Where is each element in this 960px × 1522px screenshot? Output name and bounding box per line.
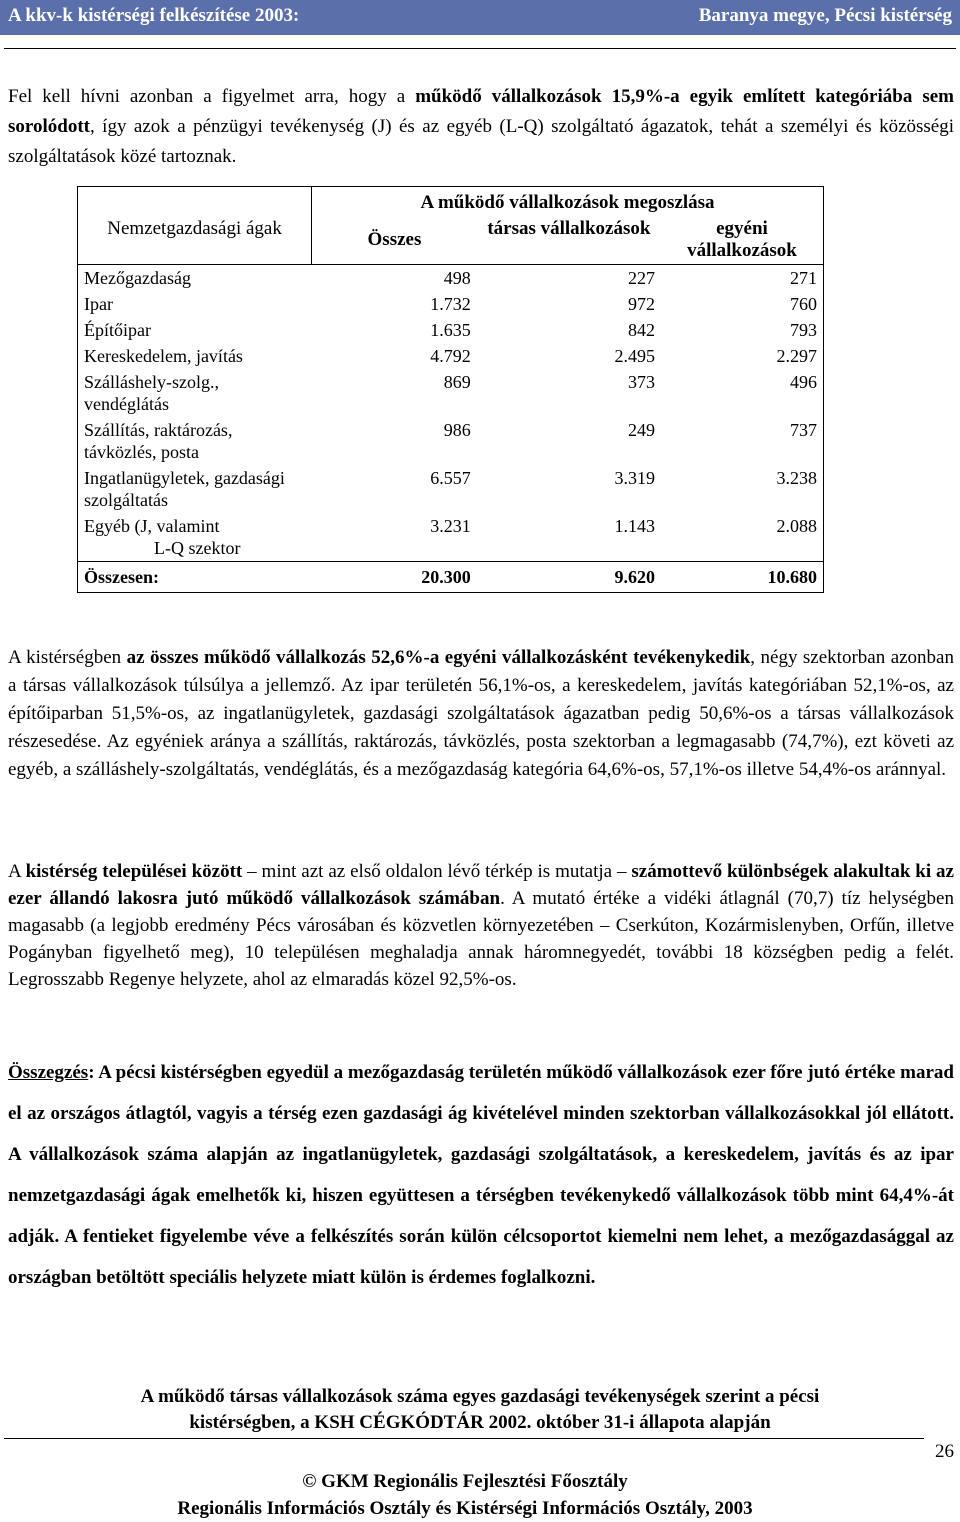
row-total: 869 <box>443 372 471 392</box>
table-header-group-label: A működő vállalkozások megoszlása <box>420 192 715 213</box>
distribution-table <box>77 186 824 593</box>
para2-bold-1: az összes működő vállalkozás 52,6%-a egyéni vállalkozásként tevékenykedik <box>126 647 751 668</box>
row-egyeni: 496 <box>661 369 824 417</box>
row-egyeni: 737 <box>661 417 824 465</box>
row-label: Mezőgazdaság <box>78 265 312 292</box>
table-row <box>78 369 824 417</box>
row-total: 4.792 <box>430 346 471 366</box>
para3-bold-2: számottevő különbségek alakultak ki az ezer állandó lakosra jutó működő vállalkozások számában <box>8 861 954 909</box>
table-header-tarsas <box>477 216 661 265</box>
table-header-tarsas-label: társas vállalkozások <box>487 218 651 239</box>
row-total: 3.231 <box>430 516 471 536</box>
total-label: Összesen: <box>78 562 312 593</box>
row-total: 1.732 <box>430 294 471 314</box>
footer-line-1: © GKM Regionális Fejlesztési Főosztály <box>302 1471 628 1492</box>
row-egyeni: 3.238 <box>661 465 824 513</box>
table-row <box>78 291 824 317</box>
row-tarsas: 972 <box>627 294 655 314</box>
row-label: Kereskedelem, javítás <box>78 343 312 369</box>
footer-line-2: Regionális Információs Osztály és Kistérségi Információs Osztály, 2003 <box>177 1498 753 1519</box>
row-label <box>78 513 312 562</box>
row-label: Ingatlanügyletek, gazdasági szolgáltatás <box>78 465 312 513</box>
row-total: 1.635 <box>430 320 471 340</box>
row-tarsas: 2.495 <box>614 346 655 366</box>
table-total-row <box>78 562 824 593</box>
table-header-egyeni-label: egyéni vállalkozások <box>687 218 797 261</box>
table-row <box>78 465 824 513</box>
row-label-line1: Egyéb (J, valamint <box>84 516 220 536</box>
row-label: Szállítás, raktározás, távközlés, posta <box>78 417 312 465</box>
table-row <box>78 417 824 465</box>
table-header-group <box>312 187 824 217</box>
header-divider <box>4 48 956 49</box>
row-egyeni: 2.297 <box>661 343 824 369</box>
row-total: 6.557 <box>430 468 471 488</box>
intro-paragraph <box>8 82 954 172</box>
row-total: 986 <box>443 420 471 440</box>
para2-text-1: A kistérségben <box>8 647 127 668</box>
page-header <box>0 0 960 35</box>
table-header-egyeni <box>661 216 824 265</box>
summary-text: A pécsi kistérségben egyedül a mezőgazdaság területén működő vállalkozások ezer főre jutó értéke marad el az országos átlagtól, vagyis a térség ezen gazdasági ág kivételével minden szektorban vállalkozásokkal jól ellátott. A vállalkozások száma alapján az ingatlanügyletek, gazdasági szolgáltatások, a kereskedelem, javítás és az ipar nemzetgazdasági ágak emelhetők ki, hiszen együttesen a térségben tevékenykedő vállalkozások több mint 64,4%-át adják. A fentieket figyelembe véve a felkészítés során külön célcsoportot kiemelni nem lehet, a mezőgazdasággal az országban betöltött speciális helyzete miatt külön is érdemes foglalkozni. <box>8 1062 954 1288</box>
para3-text-3: . A mutató értéke a vidéki átlagnál (70,7) tíz helységben magasabb (a legjobb eredmény Pécs városában és közvetlen környezetében – Cserkúton, Kozármislenyben, Orfűn, illetve Pogányban figyelhető meg), 10 településen meghaladja annak háromnegyedét, további 18 községben pedig a felét. Legrosszabb Regenye helyzete, ahol az elmaradás közel 92,5%-os. <box>8 888 954 990</box>
row-tarsas: 373 <box>627 372 655 392</box>
intro-text-2: , így azok a pénzügyi tevékenység (J) és az egyéb (L-Q) szolgáltató ágazatok, tehát a személyi és közösségi szolgáltatások közé tartoznak. <box>8 116 954 167</box>
total-total: 20.300 <box>312 562 477 593</box>
row-tarsas: 227 <box>627 268 655 288</box>
total-egyeni: 10.680 <box>661 562 824 593</box>
para3-text-1: A <box>8 861 26 882</box>
table-row <box>78 343 824 369</box>
table-header-branches <box>78 187 312 265</box>
row-egyeni: 271 <box>661 265 824 292</box>
intro-text-1: Fel kell hívni azonban a figyelmet arra, hogy a <box>8 86 416 107</box>
table-header-total-label: Összes <box>367 229 422 250</box>
row-tarsas: 249 <box>627 420 655 440</box>
row-label: Szálláshely-szolg., vendéglátás <box>78 369 312 417</box>
caption-line-1: A működő társas vállalkozások száma egyes gazdasági tevékenységek szerint a pécsi <box>140 1386 820 1407</box>
table-header-total <box>312 216 477 265</box>
row-label-line2: L-Q szektor <box>154 538 241 558</box>
row-egyeni: 760 <box>661 291 824 317</box>
para3-bold-1: kistérség települései között <box>25 861 243 882</box>
para3-text-2: – mint azt az első oldalon lévő térkép is mutatja – <box>242 861 632 882</box>
header-title: A kkv-k kistérségi felkészítése 2003: <box>8 5 300 26</box>
row-label: Építőipar <box>78 317 312 343</box>
header-region: Baranya megye, Pécsi kistérség <box>698 5 952 26</box>
table-header-branches-label: Nemzetgazdasági ágak <box>107 217 282 239</box>
row-total: 498 <box>443 268 471 288</box>
row-tarsas: 1.143 <box>614 516 655 536</box>
caption-line-2: kistérségben, a KSH CÉGKÓDTÁR 2002. október 31-i állapota alapján <box>189 1412 771 1433</box>
row-tarsas: 3.319 <box>614 468 655 488</box>
row-label: Ipar <box>78 291 312 317</box>
table-row <box>78 317 824 343</box>
table-row <box>78 265 824 292</box>
para2-text-2: , négy szektorban azonban a társas vállalkozások túlsúlya a jellemző. Az ipar területén 56,1%-os, a kereskedelem, javítás kategóriában 52,1%-os, az építőiparban 51,5%-os, az ingatlanügyletek, gazdasági szolgáltatások ágazatban pedig 50,6%-os a társas vállalkozások részesedése. Az egyéniek aránya a szállítás, raktározás, távközlés, posta szektorban a legmagasabb (74,7%), ezt követi az egyéb, a szálláshely-szolgáltatás, vendéglátás, és a mezőgazdaság kategória 64,6%-os, 57,1%-os illetve 54,4%-os aránnyal. <box>8 647 954 780</box>
row-egyeni: 793 <box>661 317 824 343</box>
analysis-paragraph <box>8 644 954 784</box>
summary-paragraph <box>8 1052 954 1298</box>
row-tarsas: 842 <box>627 320 655 340</box>
summary-colon: : <box>88 1062 95 1083</box>
table-source-caption <box>30 1384 930 1436</box>
total-tarsas: 9.620 <box>477 562 661 593</box>
footer-divider <box>4 1438 924 1439</box>
intro-bold-1: működő vállalkozások 15,9%-a egyik említett kategóriába sem sorolódott <box>8 86 954 137</box>
table-row <box>78 513 824 562</box>
page-footer <box>0 1468 930 1522</box>
page-number: 26 <box>935 1441 954 1462</box>
row-egyeni: 2.088 <box>661 513 824 562</box>
summary-label: Összegzés <box>8 1062 89 1083</box>
settlements-paragraph <box>8 858 954 993</box>
